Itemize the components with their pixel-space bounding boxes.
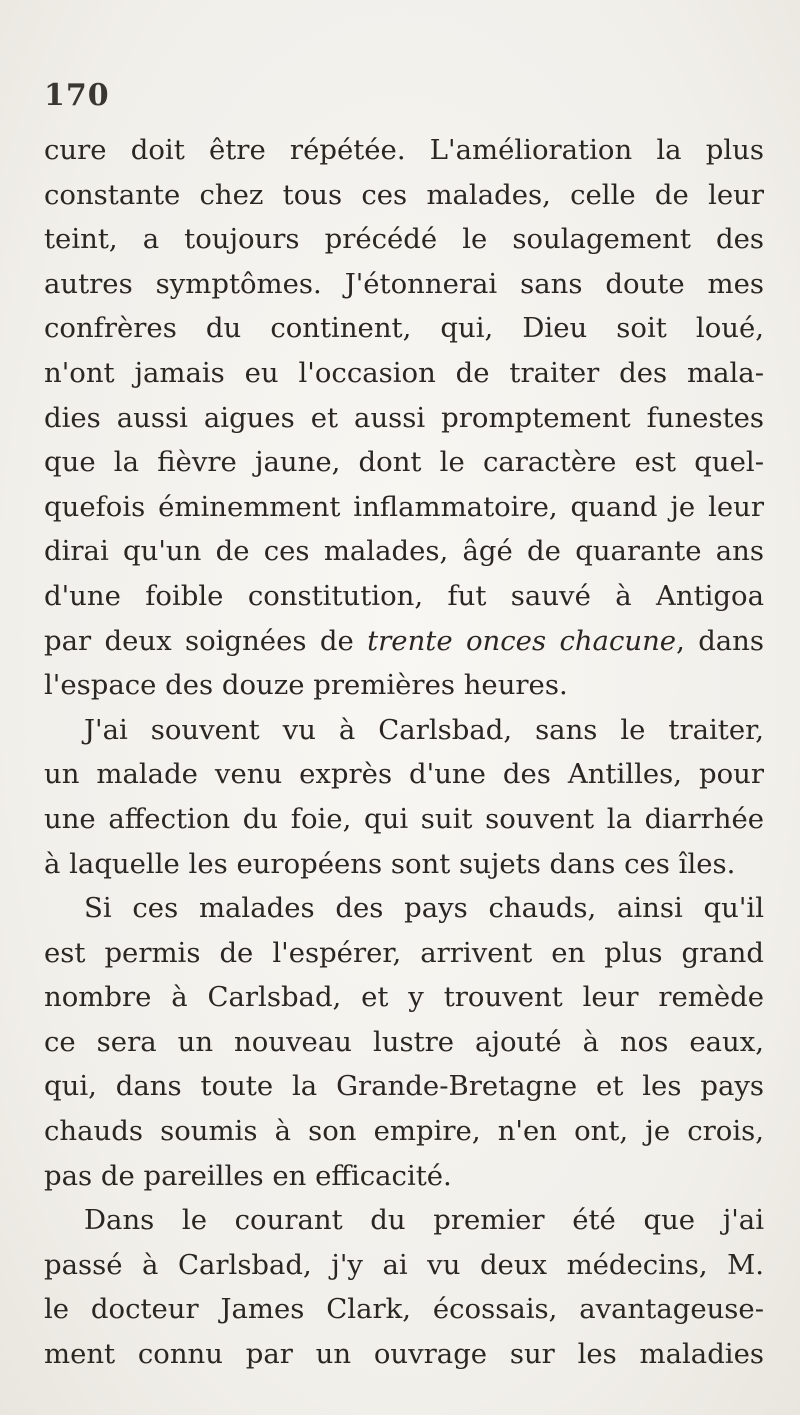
text-line: le docteur James Clark, écossais, avantageuse- bbox=[44, 1293, 764, 1326]
text-line: passé à Carlsbad, j'y ai vu deux médecins, M. bbox=[44, 1248, 764, 1281]
text-line: est permis de l'espérer, arrivent en plus grand bbox=[44, 936, 764, 969]
paragraph-start-line: Si ces malades des pays chauds, ainsi qu'il bbox=[84, 892, 764, 925]
text-line: ment connu par un ouvrage sur les maladies bbox=[44, 1338, 764, 1371]
text-line-with-italic bbox=[44, 619, 764, 664]
text-line: que la fièvre jaune, dont le caractère est quel- bbox=[44, 446, 764, 479]
text-line: quefois éminemment inflammatoire, quand je leur bbox=[44, 490, 764, 523]
text-line: dirai qu'un de ces malades, âgé de quarante ans bbox=[44, 535, 764, 568]
paragraph-end-line: pas de pareilles en efficacité. bbox=[44, 1159, 452, 1192]
page-number: 170 bbox=[44, 78, 110, 113]
text-line: confrères du continent, qui, Dieu soit loué, bbox=[44, 312, 764, 345]
italic-phrase: trente onces chacune bbox=[367, 624, 677, 657]
paragraph-end-line: l'espace des douze premières heures. bbox=[44, 669, 568, 702]
text-line: dies aussi aigues et aussi promptement funestes bbox=[44, 401, 764, 434]
text-line: nombre à Carlsbad, et y trouvent leur remède bbox=[44, 981, 764, 1014]
paragraph-start-line: J'ai souvent vu à Carlsbad, sans le traiter, bbox=[84, 713, 764, 746]
paragraph-end-line: à laquelle les européens sont sujets dans ces îles. bbox=[44, 847, 736, 880]
text-line: autres symptômes. J'étonnerai sans doute mes bbox=[44, 267, 764, 300]
text-line: teint, a toujours précédé le soulagement des bbox=[44, 223, 764, 256]
text-run: par deux soignées de bbox=[44, 624, 368, 657]
text-line: cure doit être répétée. L'amélioration la plus bbox=[44, 134, 764, 166]
text-line: ce sera un nouveau lustre ajouté à nos eaux, bbox=[44, 1025, 764, 1058]
body-text bbox=[44, 128, 764, 1377]
text-line: un malade venu exprès d'une des Antilles, pour bbox=[44, 758, 764, 791]
text-line: chauds soumis à son empire, n'en ont, je crois, bbox=[44, 1115, 764, 1148]
text-line: n'ont jamais eu l'occasion de traiter des mala- bbox=[44, 356, 764, 389]
text-line: une affection du foie, qui suit souvent la diarrhée bbox=[44, 802, 764, 835]
text-line: qui, dans toute la Grande-Bretagne et les pays bbox=[44, 1070, 764, 1103]
text-run: , dans bbox=[676, 624, 764, 657]
text-line: d'une foible constitution, fut sauvé à Antigoa bbox=[44, 579, 764, 612]
paragraph-start-line: Dans le courant du premier été que j'ai bbox=[84, 1204, 764, 1237]
text-line: constante chez tous ces malades, celle de leur bbox=[44, 178, 764, 211]
